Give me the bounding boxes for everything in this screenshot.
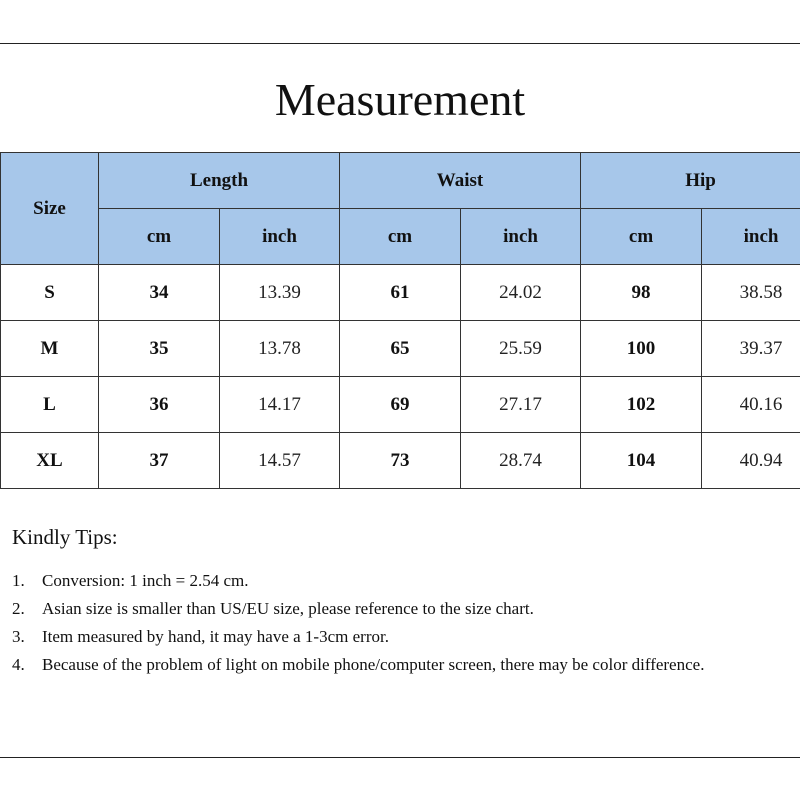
length-cm-cell: 35 [99,321,220,377]
table-row [1,377,800,433]
length-cm-cell: 36 [99,377,220,433]
hip-inch-cell: 40.94 [702,433,800,489]
waist-cm-cell: 65 [340,321,461,377]
size-chart-table [0,152,800,489]
group-header-row [1,153,800,209]
waist-inch-cell: 27.17 [461,377,581,433]
page-title: Measurement [274,74,526,125]
waist-cm-cell: 69 [340,377,461,433]
unit-header: cm [340,209,461,265]
list-item: 4. Because of the problem of light on mobile phone/computer screen, there may be color difference. [12,655,705,674]
list-item: 2. Asian size is smaller than US/EU size, please reference to the size chart. [12,599,534,618]
tip-text: Asian size is smaller than US/EU size, please reference to the size chart. [42,599,534,618]
hip-inch-cell: 38.58 [702,265,800,321]
waist-header: Waist [340,153,581,209]
length-inch-cell: 14.57 [220,433,340,489]
length-inch-cell: 14.17 [220,377,340,433]
waist-inch-cell: 28.74 [461,433,581,489]
size-cell: L [1,377,99,433]
list-item: 1. Conversion: 1 inch = 2.54 cm. [12,571,249,590]
length-cm-cell: 37 [99,433,220,489]
table-row [1,321,800,377]
length-cm-cell: 34 [99,265,220,321]
tip-text: Because of the problem of light on mobile phone/computer screen, there may be color difference. [42,655,705,674]
top-divider [0,43,800,44]
waist-cm-cell: 73 [340,433,461,489]
unit-header-row [1,209,800,265]
list-item: 3. Item measured by hand, it may have a 1-3cm error. [12,627,389,646]
tip-text: Item measured by hand, it may have a 1-3cm error. [42,627,389,646]
tip-text: Conversion: 1 inch = 2.54 cm. [42,571,249,590]
hip-inch-cell: 39.37 [702,321,800,377]
size-cell: S [1,265,99,321]
waist-cm-cell: 61 [340,265,461,321]
unit-header: cm [581,209,702,265]
hip-cm-cell: 104 [581,433,702,489]
bottom-divider [0,757,800,758]
unit-header: cm [99,209,220,265]
length-header: Length [99,153,340,209]
size-cell: M [1,321,99,377]
size-header: Size [1,153,99,265]
waist-inch-cell: 25.59 [461,321,581,377]
hip-header: Hip [581,153,800,209]
hip-inch-cell: 40.16 [702,377,800,433]
size-cell: XL [1,433,99,489]
length-inch-cell: 13.39 [220,265,340,321]
hip-cm-cell: 100 [581,321,702,377]
unit-header: inch [220,209,340,265]
hip-cm-cell: 98 [581,265,702,321]
waist-inch-cell: 24.02 [461,265,581,321]
hip-cm-cell: 102 [581,377,702,433]
table-row [1,433,800,489]
tips-title: Kindly Tips: [12,525,118,549]
tips-list [12,567,772,679]
unit-header: inch [702,209,800,265]
table-row [1,265,800,321]
unit-header: inch [461,209,581,265]
length-inch-cell: 13.78 [220,321,340,377]
